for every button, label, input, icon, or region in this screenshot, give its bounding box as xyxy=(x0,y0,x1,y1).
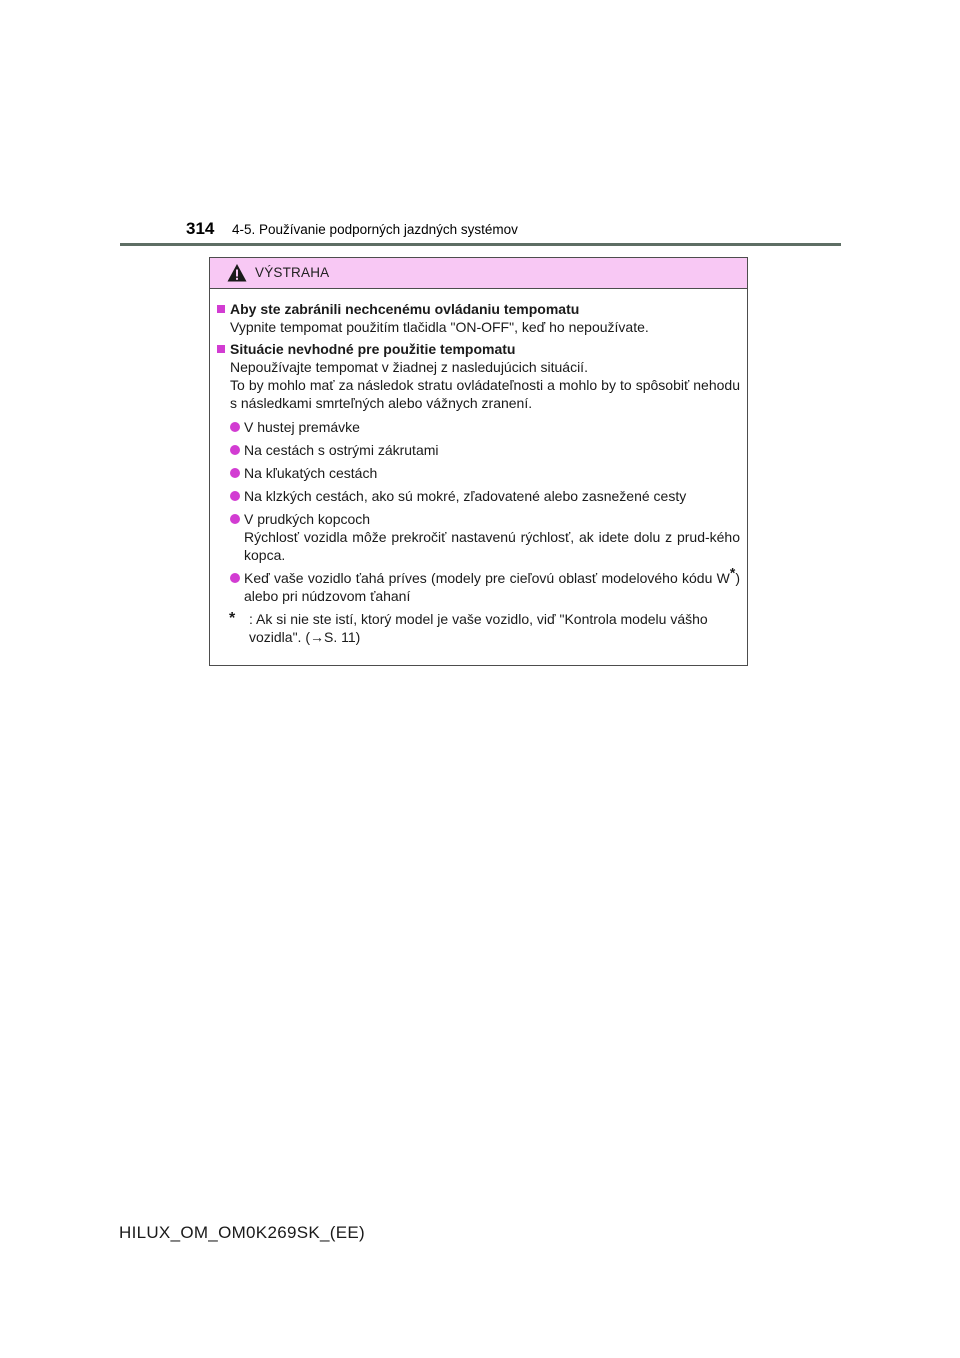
list-item xyxy=(217,564,740,605)
section-heading xyxy=(217,300,740,318)
list-item-text: Na klzkých cestách, ako sú mokré, zľadovatené alebo zasnežené cesty xyxy=(244,488,687,504)
list-item xyxy=(217,464,740,482)
circle-bullet-icon xyxy=(230,514,240,524)
page-number: 314 xyxy=(186,219,215,238)
list-item-text-after: ) alebo pri núdzovom ťahaní xyxy=(244,570,740,604)
warning-title: VÝSTRAHA xyxy=(255,265,330,280)
section-heading-text: Situácie nevhodné pre použitie tempomatu xyxy=(230,341,516,357)
warning-body xyxy=(210,289,747,646)
warning-section xyxy=(217,340,740,646)
circle-bullet-icon xyxy=(230,422,240,432)
warning-triangle-icon xyxy=(227,263,247,283)
circle-bullet-icon xyxy=(230,573,240,583)
list-item-text xyxy=(244,564,740,605)
footnote-mark: * xyxy=(229,610,236,627)
list-item xyxy=(217,510,740,564)
list-item-text: Na cestách s ostrými zákrutami xyxy=(244,442,439,458)
section-text: To by mohlo mať za následok stratu ovládateľnosti a mohlo by to spôsobiť nehodu s následkami smrteľných alebo vážnych zranení. xyxy=(230,377,740,411)
section-text: Vypnite tempomat použitím tlačidla "ON-OFF", keď ho nepoužívate. xyxy=(230,319,649,335)
list-item-text: Na kľukatých cestách xyxy=(244,465,378,481)
list-item-detail: Rýchlosť vozidla môže prekročiť nastavenú rýchlosť, ak idete dolu z prud-kého kopca. xyxy=(244,529,740,563)
circle-bullet-icon xyxy=(230,445,240,455)
list-item-text xyxy=(244,510,740,564)
list-item xyxy=(217,441,740,459)
bullet-list xyxy=(217,418,740,605)
warning-header xyxy=(210,258,747,289)
warning-section xyxy=(217,300,740,336)
list-item-title: V prudkých kopcoch xyxy=(244,511,371,527)
footnote-marker: * xyxy=(729,564,736,581)
square-bullet-icon xyxy=(217,305,225,313)
section-heading xyxy=(217,340,740,358)
section-text: Nepoužívajte tempomat v žiadnej z nasledujúcich situácií. xyxy=(230,359,588,375)
square-bullet-icon xyxy=(217,345,225,353)
list-item-text-before: Keď vaše vozidlo ťahá príves (modely pre cieľovú oblasť modelového kódu W xyxy=(244,570,730,586)
circle-bullet-icon xyxy=(230,468,240,478)
list-item xyxy=(217,418,740,436)
warning-box xyxy=(209,257,748,666)
header-rule xyxy=(120,243,841,246)
document-id: HILUX_OM_OM0K269SK_(EE) xyxy=(119,1223,365,1242)
list-item-text: V hustej premávke xyxy=(244,419,360,435)
section-title: 4-5. Používanie podporných jazdných systémov xyxy=(232,222,518,237)
footnote xyxy=(217,610,740,646)
list-item xyxy=(217,487,740,505)
circle-bullet-icon xyxy=(230,491,240,501)
footnote-text: : Ak si nie ste istí, ktorý model je vaše vozidlo, viď "Kontrola modelu vášho vozidla". (→S. 11) xyxy=(249,611,708,645)
section-heading-text: Aby ste zabránili nechcenému ovládaniu tempomatu xyxy=(230,301,580,317)
